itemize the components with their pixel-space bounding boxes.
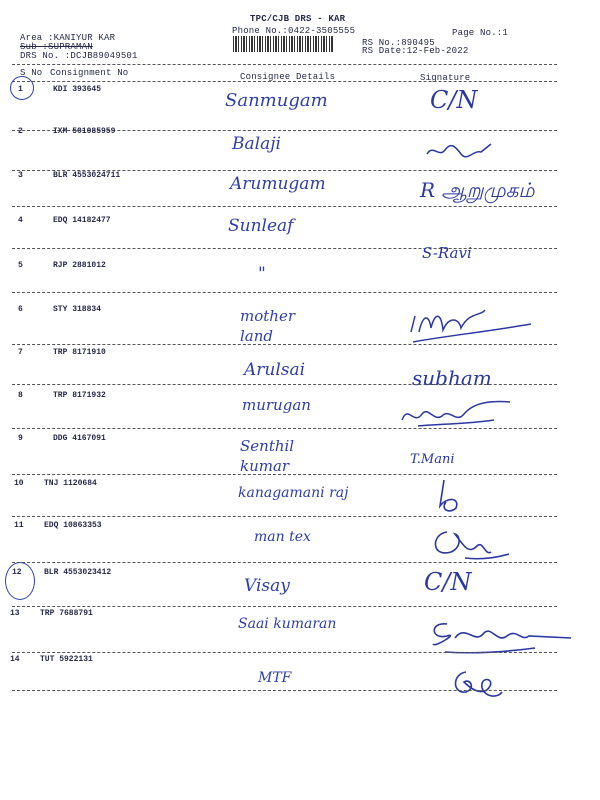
row-sno: 7 (18, 348, 23, 357)
signature-scribble (425, 140, 495, 162)
consignee-handwriting: Saai kumaran (238, 616, 337, 632)
row-divider (12, 344, 557, 345)
row-divider (12, 690, 557, 691)
row-consignment: STY 318834 (53, 305, 102, 314)
signature-mark: C/N (424, 568, 472, 596)
row-consignment: BLR 4553023412 (44, 568, 112, 577)
header-divider-bottom (12, 81, 557, 82)
consignee-handwriting: " (258, 264, 266, 284)
signature-mark: T.Mani (410, 452, 455, 467)
consignee-handwriting: mother land (240, 307, 295, 345)
row-sno: 4 (18, 216, 23, 225)
consignee-handwriting: man tex (254, 529, 311, 545)
rs-number: RS No.:890495 (362, 38, 435, 48)
signature-scribble (425, 614, 575, 662)
row-sno: 8 (18, 391, 23, 400)
row-divider (12, 606, 557, 607)
consignee-handwriting: murugan (242, 396, 311, 414)
signature-scribble (446, 664, 506, 702)
row-divider (12, 562, 557, 563)
row-consignment: IXM 501085959 (53, 127, 116, 136)
consignee-handwriting: Senthil kumar (240, 437, 295, 475)
signature-mark: C/N (430, 86, 478, 114)
row-consignment: BLR 4553024711 (53, 171, 121, 180)
row-sno: 12 (12, 568, 22, 577)
row-divider (12, 206, 557, 207)
row-sno: 13 (10, 609, 20, 618)
row-sno: 2 (18, 127, 23, 136)
consignee-handwriting: Visay (244, 576, 290, 596)
row-consignment: TNJ 1120684 (44, 479, 97, 488)
consignee-handwriting: Arumugam (230, 174, 326, 194)
row-sno: 6 (18, 305, 23, 314)
row-consignment: DDG 4167091 (53, 434, 106, 443)
consignee-handwriting: Arulsai (244, 360, 306, 380)
page-number: Page No.:1 (452, 28, 509, 38)
signature-scribble (405, 302, 535, 346)
consignee-handwriting: kanagamani raj (238, 485, 349, 501)
struck-line: Sub :SUPRAMAN (20, 42, 93, 52)
row-consignment: RJP 2881012 (53, 261, 106, 270)
row-sno: 14 (10, 655, 20, 664)
row-consignment: EDQ 10863353 (44, 521, 102, 530)
consignee-handwriting: Sanmugam (225, 90, 328, 111)
row-consignment: TUT 5922131 (40, 655, 93, 664)
row-sno: 10 (14, 479, 24, 488)
row-consignment: TRP 8171932 (53, 391, 106, 400)
row-consignment: EDQ 14182477 (53, 216, 111, 225)
row-divider (12, 292, 557, 293)
area-label: Area :KANIYUR KAR (20, 33, 116, 43)
column-sno: S No (20, 68, 43, 78)
drs-number: DRS No. :DCJB89049501 (20, 51, 138, 61)
row-divider (12, 384, 557, 385)
row-sno: 3 (18, 171, 23, 180)
column-signature: Signature (420, 73, 471, 83)
row-divider (12, 474, 557, 475)
rs-date: RS Date:12-Feb-2022 (362, 46, 469, 56)
consignee-handwriting: Sunleaf (228, 216, 294, 236)
row-sno: 5 (18, 261, 23, 270)
signature-mark: subham (412, 366, 492, 390)
row-divider (12, 428, 557, 429)
phone-number: Phone No.:0422-3505555 (232, 26, 356, 36)
row-divider (12, 248, 557, 249)
signature-scribble (430, 476, 480, 516)
consignee-handwriting: Balaji (232, 134, 281, 154)
row-divider (12, 652, 557, 653)
barcode (233, 36, 333, 52)
row-consignment: TRP 8171910 (53, 348, 106, 357)
row-sno: 9 (18, 434, 23, 443)
column-consignee: Consignee Details (240, 72, 336, 82)
signature-scribble (425, 518, 515, 564)
header-divider-top (12, 64, 557, 65)
row-consignment: KDI 393645 (53, 85, 102, 94)
row-consignment: TRP 7688791 (40, 609, 93, 618)
document-title: TPC/CJB DRS - KAR (250, 14, 346, 24)
signature-mark: S-Ravi (422, 244, 472, 262)
row-sno: 11 (14, 521, 24, 530)
column-consignment: Consignment No (50, 68, 129, 78)
row-sno: 1 (18, 85, 23, 94)
row-divider (12, 516, 557, 517)
consignee-handwriting: MTF (258, 670, 292, 686)
signature-mark: R ஆறுமுகம் (420, 178, 535, 202)
